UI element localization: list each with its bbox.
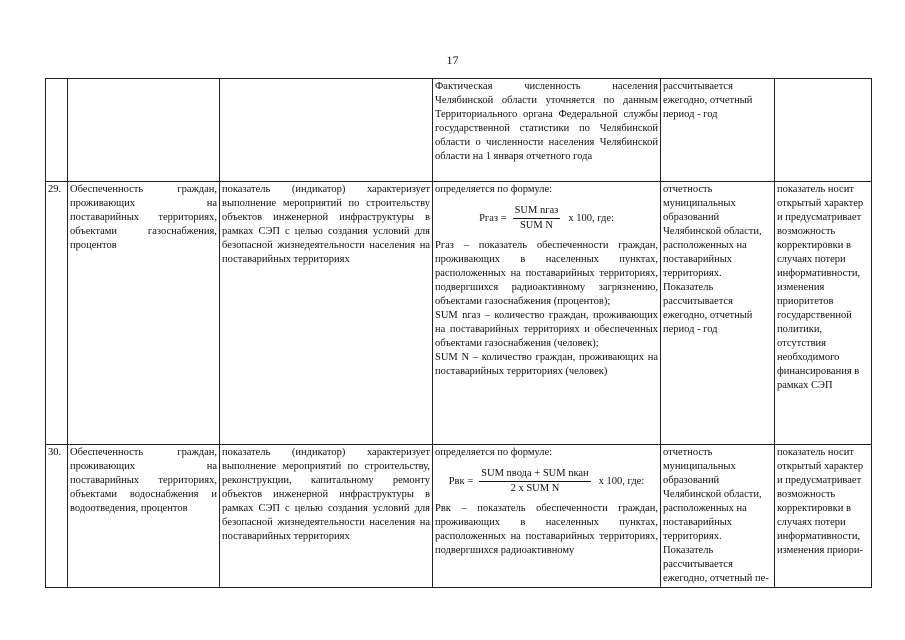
calculation-method <box>433 445 661 588</box>
row-number: 29. <box>46 182 68 445</box>
indicators-table <box>45 78 872 588</box>
cell-description <box>220 79 433 182</box>
method-intro: определяется по формуле: <box>435 447 553 458</box>
formula-tail: x 100, где: <box>598 475 645 487</box>
note: показатель носит открытый характер и предусматривает возможность корректировки в случаях потери информативности, изменения приори- <box>775 445 872 588</box>
formula-numerator: SUM nвода + SUM nкан <box>479 467 591 482</box>
formula-lhs: Pвк = <box>448 475 474 487</box>
definition: Pвк – показатель обеспеченности граждан, проживающих в населенных пунктах, расположенных на поставарийных территориях, подвергшихся радиоактивному <box>435 503 658 556</box>
formula-tail: x 100, где: <box>568 212 614 224</box>
indicator-description: показатель (индикатор) характеризует выполнение мероприятий по строительству объектов инженерной инфраструктуры в рамках СЭП с целью создания условий для безопасной жизнедеятельности населения на поставарийных территориях <box>220 182 433 445</box>
formula <box>435 467 658 496</box>
data-source: отчетность муниципальных образований Челябинской области, расположенных на поставарийных территориях. Показатель рассчитывается ежегодно, отчетный период - год <box>661 182 775 445</box>
formula-fraction <box>513 204 561 233</box>
data-source: отчетность муниципальных образований Челябинской области, расположенных на поставарийных территориях. Показатель рассчитывается ежегодно, отчетный пе- <box>661 445 775 588</box>
indicator-description: показатель (индикатор) характеризует выполнение мероприятий по строительству, реконструкции, капитальному ремонту объектов инженерной инфраструктуры в рамках СЭП с целью создания условий для безопасной жизнедеятельности населения на поставарийных территориях <box>220 445 433 588</box>
row-number: 30. <box>46 445 68 588</box>
formula-fraction <box>479 467 591 496</box>
formula-denominator: 2 x SUM N <box>510 483 560 494</box>
cell-note <box>775 79 872 182</box>
table-row-continued <box>46 79 872 182</box>
indicator-name: Обеспеченность граждан, проживающих на поставарийных территориях, объектами водоснабжения и водоотведения, процентов <box>68 445 220 588</box>
cell-method: Фактическая численность населения Челябинской области уточняется по данным Территориального органа Федеральной службы государственной статистики по Челябинской области о численности населения Челябинской области на 1 января отчетного года <box>433 79 661 182</box>
formula-numerator: SUM nгаз <box>513 204 561 219</box>
formula <box>435 204 658 233</box>
cell-number <box>46 79 68 182</box>
method-intro: определяется по формуле: <box>435 184 553 195</box>
note: показатель носит открытый характер и предусматривает возможность корректировки в случаях потери информативности, изменения приоритетов государственной политики, отсутствия необходимого финансирования в рамках СЭП <box>775 182 872 445</box>
definition: SUM nгаз – количество граждан, проживающих на поставарийных территориях и обеспеченных объектами газоснабжения (человек); <box>435 310 658 349</box>
page-number: 17 <box>446 53 459 67</box>
formula-lhs: Pгаз = <box>479 212 507 224</box>
definition: Pгаз – показатель обеспеченности граждан, проживающих в населенных пунктах, расположенных на поставарийных территориях, подвергшихся радиоактивному загрязнению, объектами газоснабжения (процентов); <box>435 240 658 307</box>
cell-indicator <box>68 79 220 182</box>
formula-denominator: SUM N <box>519 220 553 231</box>
indicator-name: Обеспеченность граждан, проживающих на поставарийных территориях, объектами газоснабжения, процентов <box>68 182 220 445</box>
calculation-method <box>433 182 661 445</box>
table-row-30 <box>46 445 872 588</box>
cell-source: рассчитывается ежегодно, отчетный период - год <box>661 79 775 182</box>
definition: SUM N – количество граждан, проживающих на поставарийных территориях (человек) <box>435 352 658 377</box>
table-row-29 <box>46 182 872 445</box>
